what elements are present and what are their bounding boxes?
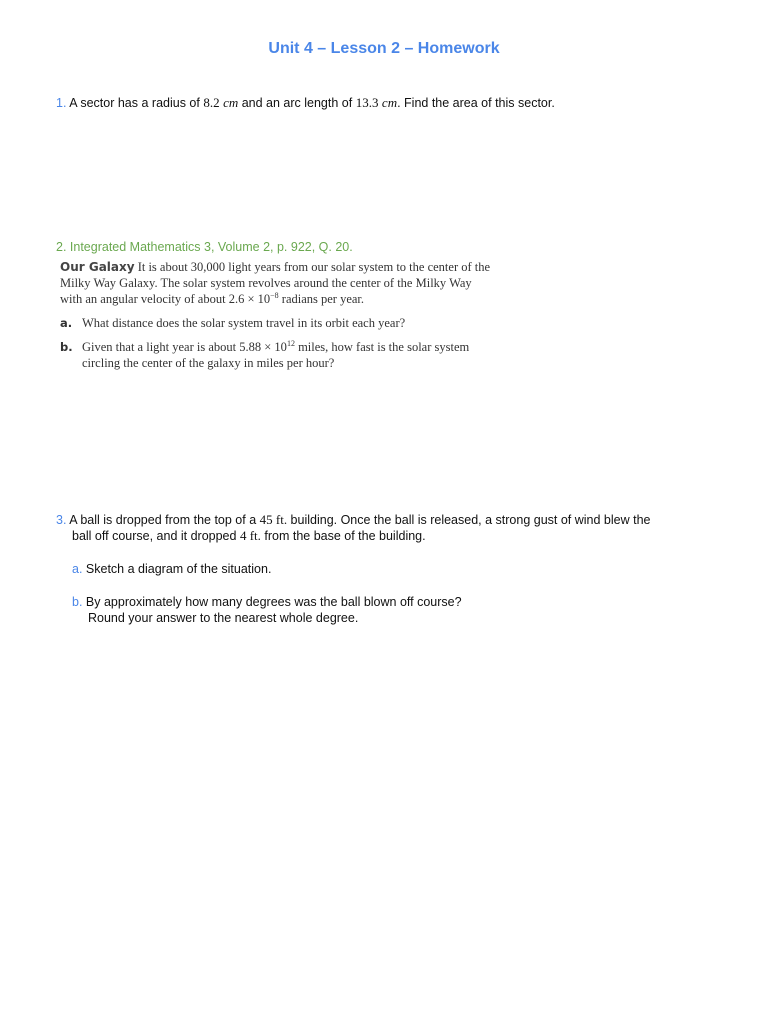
question-1-number: 1.	[56, 96, 67, 110]
question-1-text-c: . Find the area of this sector.	[397, 96, 555, 110]
question-3-height: 45 ft.	[259, 512, 288, 527]
excerpt-line-3	[60, 291, 530, 307]
question-3-part-a	[72, 561, 271, 577]
question-1-text-a: A sector has a radius of	[66, 96, 204, 110]
question-3-part-b-label: b.	[72, 595, 83, 609]
question-3-line-2	[56, 528, 736, 544]
excerpt-part-b-line-2: circling the center of the galaxy in miles per hour?	[82, 356, 335, 370]
question-2-reference	[56, 239, 353, 255]
question-2-number: 2.	[56, 240, 67, 254]
question-3	[56, 512, 736, 544]
question-3-text-b: building. Once the ball is released, a strong gust of wind blew the	[287, 513, 651, 527]
excerpt-part-a-label: a.	[60, 316, 73, 330]
question-3-line-2-a: ball off course, and it dropped	[72, 529, 240, 543]
excerpt-part-b-exponent: 12	[286, 338, 295, 348]
textbook-excerpt	[60, 259, 530, 371]
question-3-part-a-text: Sketch a diagram of the situation.	[82, 562, 272, 576]
question-3-part-b-line-1: By approximately how many degrees was the ball blown off course?	[82, 595, 462, 609]
question-3-text-a: A ball is dropped from the top of a	[66, 513, 260, 527]
excerpt-line-3-b: radians per year.	[278, 292, 365, 306]
excerpt-part-b	[60, 339, 530, 371]
excerpt-line-1	[60, 259, 530, 275]
excerpt-part-b-line-1	[82, 339, 530, 355]
question-1-text-b: and an arc length of	[238, 96, 356, 110]
question-3-number: 3.	[56, 513, 67, 527]
question-2-source: Integrated Mathematics 3, Volume 2, p. 922, Q. 20.	[66, 240, 353, 254]
excerpt-part-a	[60, 315, 530, 331]
excerpt-part-a-text: What distance does the solar system travel in its orbit each year?	[82, 316, 406, 330]
excerpt-line-3-exponent: −8	[270, 290, 279, 300]
excerpt-line-3-a: with an angular velocity of about 2.6 × 10	[60, 292, 271, 306]
question-1-arc-unit: cm	[381, 95, 398, 110]
excerpt-line-2: Milky Way Galaxy. The solar system revolves around the center of the Milky Way	[60, 276, 472, 290]
excerpt-heading: Our Galaxy	[60, 260, 135, 274]
question-3-part-b-line-2: Round your answer to the nearest whole degree.	[88, 611, 359, 625]
question-1	[56, 95, 555, 111]
question-3-line-2-b: from the base of the building.	[260, 529, 426, 543]
question-3-distance: 4 ft.	[239, 528, 261, 543]
excerpt-part-b-line-1-a: Given that a light year is about 5.88 × 10	[82, 340, 287, 354]
excerpt-line-1-text: It is about 30,000 light years from our solar system to the center of the	[134, 260, 491, 274]
question-3-part-b	[72, 594, 462, 626]
question-1-arc: 13.3	[355, 95, 379, 110]
excerpt-part-b-label: b.	[60, 340, 73, 354]
excerpt-part-b-line-1-b: miles, how fast is the solar system	[294, 340, 470, 354]
page-title: Unit 4 – Lesson 2 – Homework	[268, 40, 500, 57]
question-3-part-a-label: a.	[72, 562, 83, 576]
question-1-radius: 8.2	[203, 95, 220, 110]
question-1-radius-unit: cm	[223, 95, 239, 110]
